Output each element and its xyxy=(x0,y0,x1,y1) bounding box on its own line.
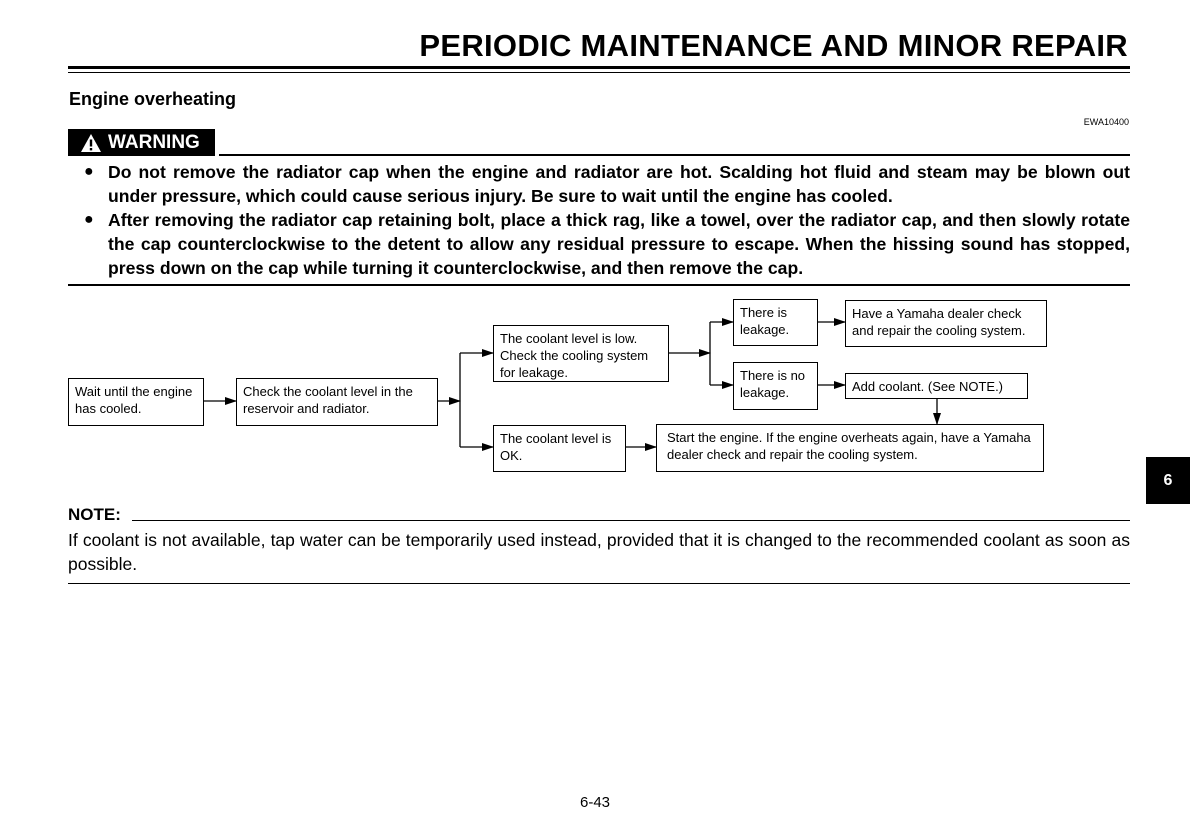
flow-box-ok: The coolant level is OK. xyxy=(493,425,626,472)
warning-item-text: After removing the radiator cap retaining bolt, place a thick rag, like a towel, over the radiator cap, and then slowly rotate the cap counterclockwise to the detent to allow any residual pressure to escape. When the hissing sound has stopped, press down on the cap while turning it counterclockwise, and then remove the cap. xyxy=(108,210,1130,278)
bullet-icon: ● xyxy=(84,211,94,228)
flow-box-leak: There is leakage. xyxy=(733,299,818,346)
bullet-icon: ● xyxy=(84,163,94,180)
page-title: PERIODIC MAINTENANCE AND MINOR REPAIR xyxy=(419,28,1128,63)
flow-box-dealer: Have a Yamaha dealer check and repair the cooling system. xyxy=(845,300,1047,347)
flow-box-start: Start the engine. If the engine overheats again, have a Yamaha dealer check and repair the cooling system. xyxy=(656,424,1044,472)
flow-box-wait: Wait until the engine has cooled. xyxy=(68,378,204,426)
note-label: NOTE: xyxy=(68,505,121,524)
warning-code: EWA10400 xyxy=(1083,117,1129,127)
chapter-tab: 6 xyxy=(1146,457,1190,504)
note-text: If coolant is not available, tap water can be temporarily used instead, provided that it is changed to the recommended coolant as soon as possible. xyxy=(68,530,1130,574)
flow-box-check: Check the coolant level in the reservoir and radiator. xyxy=(236,378,438,426)
note-bottom-rule xyxy=(68,583,1130,584)
flow-box-low: The coolant level is low. Check the cooling system for leakage. xyxy=(493,325,669,382)
flow-box-add: Add coolant. (See NOTE.) xyxy=(845,373,1028,399)
note-rule xyxy=(132,520,1130,521)
section-title: Engine overheating xyxy=(69,89,237,109)
flow-box-noleak: There is no leakage. xyxy=(733,362,818,410)
warning-label: WARNING xyxy=(108,131,200,153)
warning-item-text: Do not remove the radiator cap when the engine and radiator are hot. Scalding hot fluid and steam may be blown out under pressure, which could cause serious injury. Be sure to wait until the engine has cooled. xyxy=(108,162,1130,206)
page-number: 6-43 xyxy=(579,794,611,811)
